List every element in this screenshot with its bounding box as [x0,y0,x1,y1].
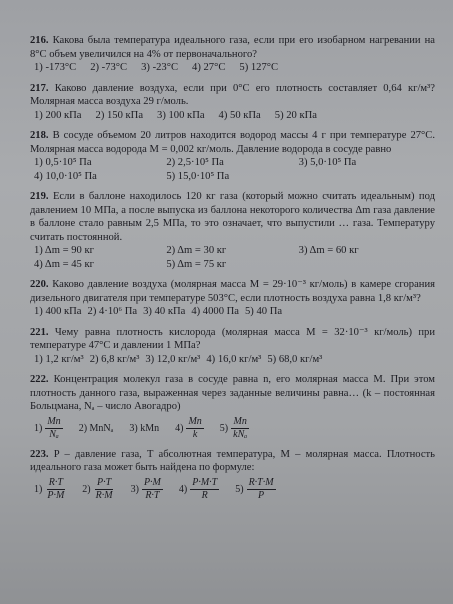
problem-221 [30,326,435,367]
fraction: $\frac{R\cdot T\cdot M}{P}$ [248,476,274,501]
fraction: $\frac{P\cdot M}{R\cdot T}$ [143,476,161,501]
problem-216 [30,34,435,75]
problem-number: 216. [30,35,49,46]
option: 2) MnNₐ [78,422,114,434]
option-fraction: 4) $\frac{P\cdot M\cdot T}{R}$ [178,476,218,501]
option: 3) 100 кПа [157,109,205,121]
problem-number: 221. [30,326,49,338]
option: 5) Δm = 75 кг [166,258,227,270]
option: 1) 400 кПа [34,306,82,317]
question-text: 221. Чему равна плотность кислорода (молярная масса M = 32·10⁻³ кг/моль) при температуре 47°C и давлении 1 МПа? [30,326,435,351]
answer-options [30,109,435,123]
question-text: 222. Концентрация молекул газа в сосуде равна n, его молярная масса M. При этом плотность данного газа, выраженная через заданные величины равна… (k – постоянная Больцмана, Nₐ – число Авогадро) [30,374,435,412]
option: 2) 2,5·10⁵ Па [166,157,224,168]
option: 3) Δm = 60 кг [298,245,359,256]
option: 4) 4000 Па [191,306,239,317]
answer-options [30,477,435,502]
option: 5) 15,0·10⁵ Па [166,170,230,182]
option-fraction: 5) $\frac{R\cdot T\cdot M}{P}$ [235,476,274,501]
fraction: $\frac{R\cdot T}{P\cdot M}$ [47,476,65,501]
option: 2) 150 кПа [95,109,144,121]
answer-options [30,156,435,183]
question-text: 219. Если в баллоне находилось 120 кг газа (который можно считать идеальным) под давлением 10 МПа, а после выпуска из баллона некоторого количества Δm газа давление в баллоне стало равным 2,5 МПа, то это означает, что выпустили … газа. Температуру считать постоянной. [30,191,435,243]
question-text: 217. Каково давление воздуха, если при 0°C его плотность составляет 0,64 кг/м³? Молярная масса воздуха 29 г/моль. [30,82,435,107]
answer-options [30,416,435,441]
fraction: $\frac{Mn}{\text{Nₐ}}$ [47,415,61,440]
question-text: 223. P – давление газа, T абсолютная температура, M – молярная масса. Плотность идеального газа может быть найдена по формуле: [30,448,435,473]
option: 4) 10,0·10⁵ Па [34,170,97,182]
option-fraction: 3) $\frac{P\cdot M}{R\cdot T}$ [130,476,161,501]
fraction: $\frac{Mn}{k}$ [188,415,202,440]
option: 2) Δm = 30 кг [166,245,227,256]
option: 2) 6,8 кг/м³ [89,353,140,365]
problem-number: 218. [30,130,49,141]
option: 1) 1,2 кг/м³ [34,353,84,365]
option: 5) 40 Па [245,306,283,317]
question-text: 220. Каково давление воздуха (молярная масса M = 29·10⁻³ кг/моль) в камере сгорания дизельного двигателя при температуре 503°C, если плотность воздуха равна 1,8 кг/м³? [30,279,435,304]
option-fraction: 2) $\frac{P\cdot T}{R\cdot M}$ [82,476,113,501]
problem-number: 219. [30,191,49,202]
problem-number: 217. [30,82,49,94]
option-fraction: 1) $\frac{Mn}{\text{Nₐ}}$ [34,415,61,440]
answer-options [30,353,435,367]
option-fraction: 4) $\frac{Mn}{k}$ [175,415,202,440]
problem-number: 220. [30,279,49,290]
option-fraction: 1) $\frac{R\cdot T}{P\cdot M}$ [34,476,65,501]
option: 3) 40 кПа [143,306,186,317]
option: 4) 16,0 кг/м³ [206,353,262,365]
option-fraction: 5) $\frac{Mn}{\text{kNₐ}}$ [219,415,248,440]
problem-217 [30,82,435,123]
option: 1) 0,5·10⁵ Па [34,157,92,168]
option: 3) 5,0·10⁵ Па [298,157,357,168]
option: 2) 4·10⁶ Па [87,306,138,317]
option: 5) 20 кПа [274,109,317,121]
option: 4) 50 кПа [218,109,261,121]
problem-218 [30,129,435,183]
answer-options [30,61,435,75]
option: 1) 200 кПа [34,109,82,121]
fraction: $\frac{P\cdot T}{R\cdot M}$ [95,476,113,501]
option: 4) 27°C [192,62,226,73]
option: 3) -23°C [141,62,179,73]
fraction: $\frac{Mn}{\text{kNₐ}}$ [233,415,248,440]
option: 5) 68,0 кг/м³ [267,353,323,365]
problem-219 [30,190,435,271]
option: 3) 12,0 кг/м³ [145,353,201,365]
option: 2) -73°C [90,62,128,73]
problem-220 [30,278,435,319]
option: 1) Δm = 90 кг [34,245,94,256]
problem-number: 222. [30,374,49,385]
question-text: 218. В сосуде объемом 20 литров находится водород массы 4 г при температуре 27°C. Молярная масса водорода M = 0,002 кг/моль. Давление водорода в сосуде равно [30,130,435,155]
option: 3) kMn [129,422,160,434]
option: 5) 127°C [239,62,279,73]
fraction: $\frac{P\cdot M\cdot T}{R}$ [192,476,218,501]
problem-222 [30,373,435,441]
option: 1) -173°C [34,62,77,73]
option: 4) Δm = 45 кг [34,258,94,270]
answer-options [30,244,435,271]
problem-number: 223. [30,448,49,460]
question-text: 216. Какова была температура идеального газа, если при его изобарном нагревании на 8°C объем увеличился на 4% от первоначального? [30,35,435,60]
problem-223 [30,448,435,502]
answer-options [30,305,435,319]
